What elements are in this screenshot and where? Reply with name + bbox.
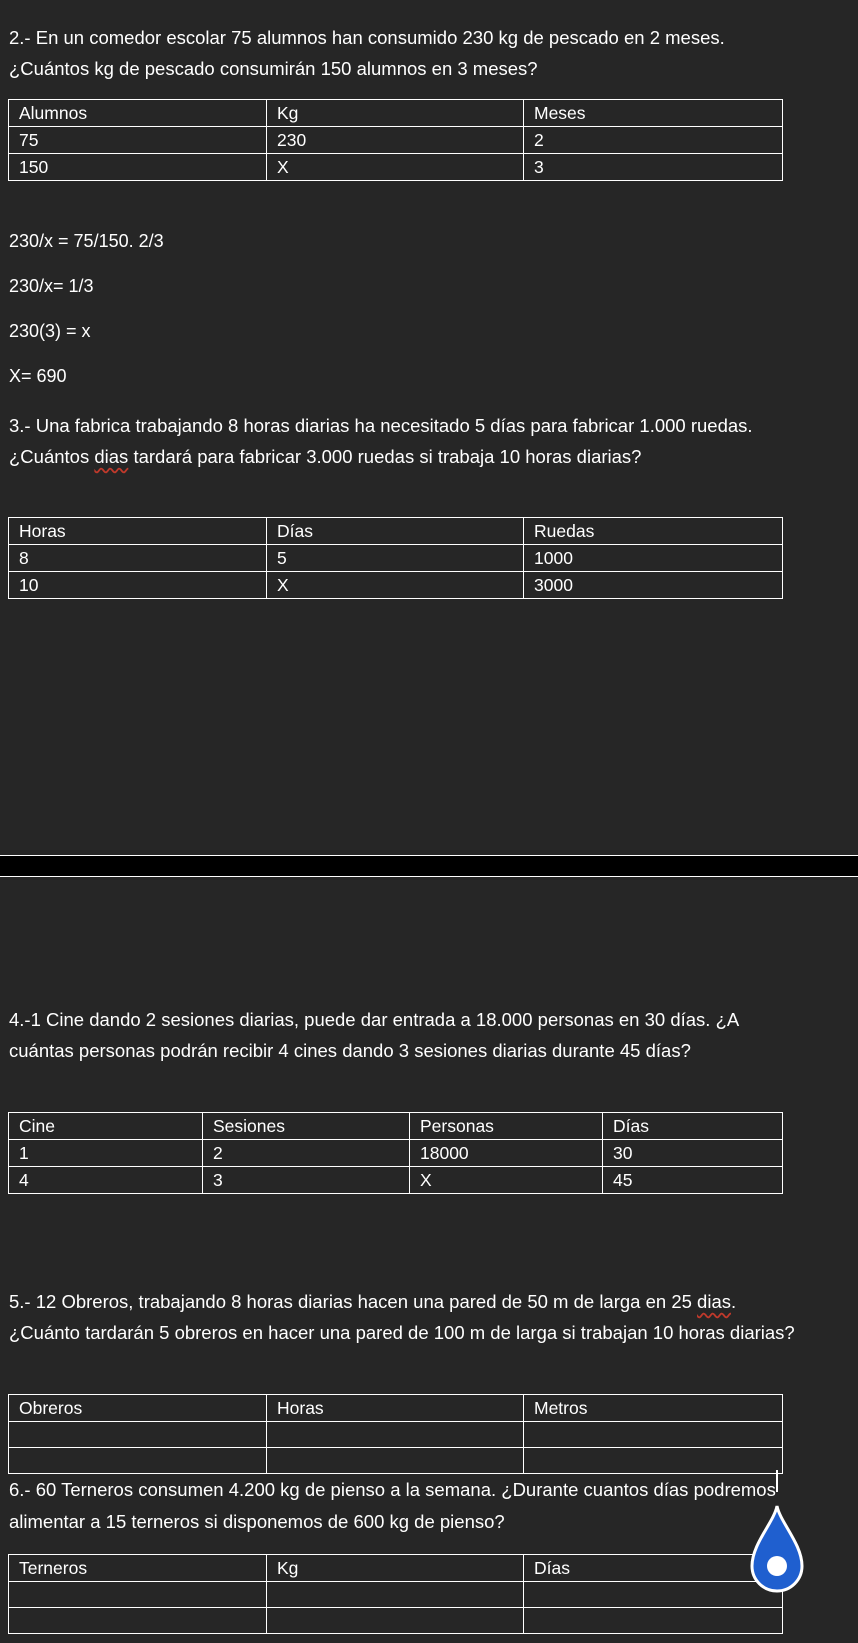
text-cursor bbox=[776, 1470, 778, 1492]
misspelled-word[interactable]: dias bbox=[94, 446, 129, 467]
work-line-2: 230/x= 1/3 bbox=[9, 276, 94, 296]
table-cell[interactable]: X bbox=[267, 572, 524, 599]
misspelled-word[interactable]: dias bbox=[697, 1291, 731, 1312]
table-cell[interactable] bbox=[9, 1448, 267, 1474]
table-cell[interactable]: 150 bbox=[9, 154, 267, 181]
question-2-text: 2.- En un comedor escolar 75 alumnos han consumido 230 kg de pescado en 2 meses. ¿Cuántos kg de pescado consumirán 150 alumnos en 3 meses? bbox=[9, 27, 725, 79]
table-row bbox=[9, 1140, 783, 1167]
work-line-1: 230/x = 75/150. 2/3 bbox=[9, 231, 164, 251]
table-cell[interactable] bbox=[9, 1422, 267, 1448]
table-cell[interactable]: Cine bbox=[9, 1113, 203, 1140]
table-cell[interactable]: 3 bbox=[524, 154, 783, 181]
table-cell[interactable]: Meses bbox=[524, 100, 783, 127]
table-row bbox=[9, 572, 783, 599]
table-row bbox=[9, 1167, 783, 1194]
table-row bbox=[9, 1582, 783, 1608]
table-cell[interactable]: 18000 bbox=[410, 1140, 603, 1167]
work-line-3: 230(3) = x bbox=[9, 321, 91, 341]
table-row bbox=[9, 1395, 783, 1422]
question-5-text bbox=[9, 1286, 799, 1348]
table-cell[interactable]: 45 bbox=[603, 1167, 783, 1194]
table-row bbox=[9, 545, 783, 572]
table-cell[interactable] bbox=[524, 1608, 783, 1634]
page-break bbox=[0, 855, 858, 877]
table-cell[interactable]: Horas bbox=[267, 1395, 524, 1422]
table-cell[interactable]: 30 bbox=[603, 1140, 783, 1167]
table-row bbox=[9, 1448, 783, 1474]
table-cell[interactable] bbox=[267, 1582, 524, 1608]
table-cell[interactable] bbox=[267, 1448, 524, 1474]
table-row bbox=[9, 127, 783, 154]
table-cell[interactable] bbox=[524, 1422, 783, 1448]
table-cell[interactable]: 230 bbox=[267, 127, 524, 154]
text-selection-handle-icon[interactable] bbox=[748, 1504, 806, 1596]
work-line-4: X= 690 bbox=[9, 366, 67, 386]
table-cell[interactable]: X bbox=[267, 154, 524, 181]
table-cell[interactable]: Horas bbox=[9, 518, 267, 545]
table-cell[interactable]: 75 bbox=[9, 127, 267, 154]
table-row bbox=[9, 1555, 783, 1582]
table-cell[interactable]: 10 bbox=[9, 572, 267, 599]
table-row bbox=[9, 154, 783, 181]
table-cell[interactable] bbox=[9, 1582, 267, 1608]
table-cell[interactable]: 2 bbox=[203, 1140, 410, 1167]
table-cell[interactable]: Terneros bbox=[9, 1555, 267, 1582]
table-cell[interactable]: Metros bbox=[524, 1395, 783, 1422]
table-cell[interactable]: Días bbox=[603, 1113, 783, 1140]
question-3-text-a: 3.- Una fabrica trabajando 8 horas diarias ha necesitado 5 días para fabricar 1.000 ruedas. ¿Cuántos bbox=[9, 415, 753, 467]
table-cell[interactable]: 8 bbox=[9, 545, 267, 572]
question-2-table bbox=[8, 99, 783, 181]
table-cell[interactable] bbox=[524, 1582, 783, 1608]
table-cell[interactable]: 4 bbox=[9, 1167, 203, 1194]
table-cell[interactable]: X bbox=[410, 1167, 603, 1194]
table-cell[interactable] bbox=[9, 1608, 267, 1634]
question-3-table bbox=[8, 517, 783, 599]
table-row bbox=[9, 1422, 783, 1448]
question-6-text: 6.- 60 Terneros consumen 4.200 kg de pienso a la semana. ¿Durante cuantos días podremos alimentar a 15 terneros si disponemos de 600 kg de pienso? bbox=[9, 1479, 776, 1532]
question-3-text-c: tardará para fabricar 3.000 ruedas si trabaja 10 horas diarias? bbox=[128, 446, 642, 467]
question-5-table bbox=[8, 1394, 783, 1474]
question-3-text bbox=[9, 410, 799, 472]
table-cell[interactable]: 3 bbox=[203, 1167, 410, 1194]
question-4-table bbox=[8, 1112, 783, 1194]
question-5-text-c: . ¿Cuánto tardarán 5 obreros en hacer una pared de 100 m de larga si trabajan 10 horas diarias? bbox=[9, 1291, 795, 1343]
table-cell[interactable]: Personas bbox=[410, 1113, 603, 1140]
question-4-text: 4.-1 Cine dando 2 sesiones diarias, puede dar entrada a 18.000 personas en 30 días. ¿A cuántas personas podrán recibir 4 cines dando 3 sesiones diarias durante 45 días? bbox=[9, 1009, 739, 1061]
table-cell[interactable] bbox=[267, 1608, 524, 1634]
table-cell[interactable]: Alumnos bbox=[9, 100, 267, 127]
table-cell[interactable]: Sesiones bbox=[203, 1113, 410, 1140]
question-6-table bbox=[8, 1554, 783, 1634]
table-cell[interactable] bbox=[524, 1448, 783, 1474]
question-5-text-a: 5.- 12 Obreros, trabajando 8 horas diarias hacen una pared de 50 m de larga en 25 bbox=[9, 1291, 698, 1312]
table-row bbox=[9, 1113, 783, 1140]
table-row bbox=[9, 100, 783, 127]
table-row bbox=[9, 518, 783, 545]
table-cell[interactable]: Días bbox=[524, 1555, 783, 1582]
table-cell[interactable]: 3000 bbox=[524, 572, 783, 599]
table-cell[interactable]: Ruedas bbox=[524, 518, 783, 545]
table-cell[interactable]: Kg bbox=[267, 1555, 524, 1582]
table-row bbox=[9, 1608, 783, 1634]
table-cell[interactable]: Obreros bbox=[9, 1395, 267, 1422]
table-cell[interactable]: 1000 bbox=[524, 545, 783, 572]
table-cell[interactable] bbox=[267, 1422, 524, 1448]
table-cell[interactable]: 1 bbox=[9, 1140, 203, 1167]
table-cell[interactable]: 5 bbox=[267, 545, 524, 572]
table-cell[interactable]: Kg bbox=[267, 100, 524, 127]
table-cell[interactable]: 2 bbox=[524, 127, 783, 154]
table-cell[interactable]: Días bbox=[267, 518, 524, 545]
